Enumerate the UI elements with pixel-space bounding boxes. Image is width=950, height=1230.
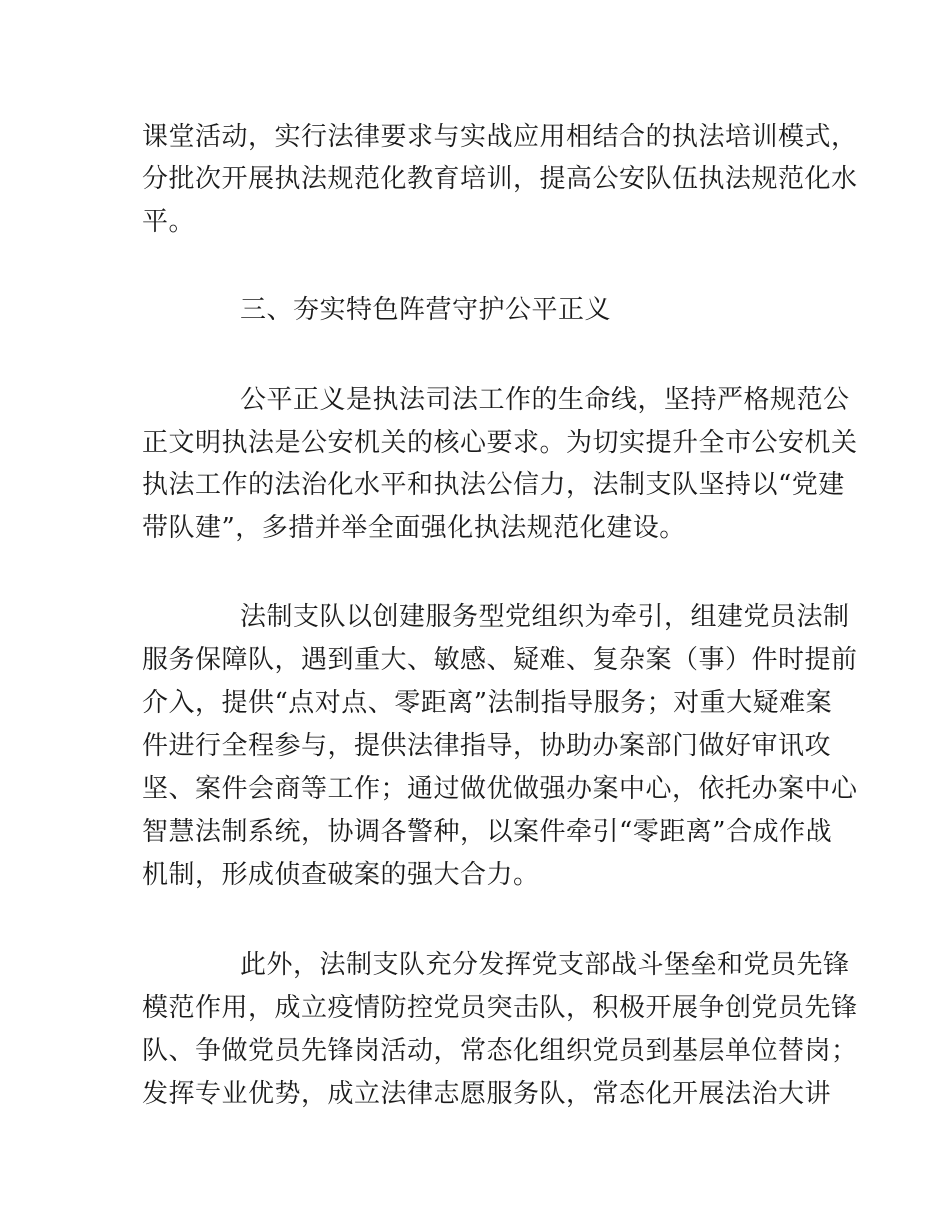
paragraph-1-line-3: 平。 (142, 207, 196, 237)
paragraph-4-line-2: 模范作用，成立疫情防控党员突击队，积极开展争创党员先锋 (142, 993, 858, 1023)
paragraph-3-line-2: 服务保障队，遇到重大、敏感、疑难、复杂案（事）件时提前 (142, 645, 858, 675)
paragraph-3-line-7: 机制，形成侦查破案的强大合力。 (142, 860, 540, 890)
paragraph-3-line-1: 法制支队以创建服务型党组织为牵引，组建党员法制 (240, 602, 850, 632)
paragraph-3-line-6: 智慧法制系统，协调各警种，以案件牵引“零距离”合成作战 (142, 817, 833, 847)
paragraph-1-line-2: 分批次开展执法规范化教育培训，提高公安队伍执法规范化水 (142, 164, 858, 194)
paragraph-1-line-1: 课堂活动，实行法律要求与实战应用相结合的执法培训模式， (142, 122, 858, 152)
paragraph-2-line-3: 执法工作的法治化水平和执法公信力，法制支队坚持以“党建 (142, 470, 845, 500)
paragraph-4-line-3: 队、争做党员先锋岗活动，常态化组织党员到基层单位替岗； (142, 1036, 858, 1066)
paragraph-2-line-1: 公平正义是执法司法工作的生命线，坚持严格规范公 (240, 385, 850, 415)
paragraph-2-line-4: 带队建”，多措并举全面强化执法规范化建设。 (142, 513, 686, 543)
paragraph-3-line-5: 坚、案件会商等工作；通过做优做强办案中心，依托办案中心 (142, 774, 858, 804)
paragraph-4-line-4: 发挥专业优势，成立法律志愿服务队，常态化开展法治大讲 (142, 1079, 832, 1109)
paragraph-3-line-4: 件进行全程参与，提供法律指导，协助办案部门做好审讯攻 (142, 731, 832, 761)
paragraph-4-line-1: 此外，法制支队充分发挥党支部战斗堡垒和党员先锋 (240, 950, 850, 980)
paragraph-3-line-3: 介入，提供“点对点、零距离”法制指导服务；对重大疑难案 (142, 688, 833, 718)
section-heading: 三、夯实特色阵营守护公平正义 (240, 295, 612, 325)
paragraph-2-line-2: 正文明执法是公安机关的核心要求。为切实提升全市公安机关 (142, 428, 858, 458)
